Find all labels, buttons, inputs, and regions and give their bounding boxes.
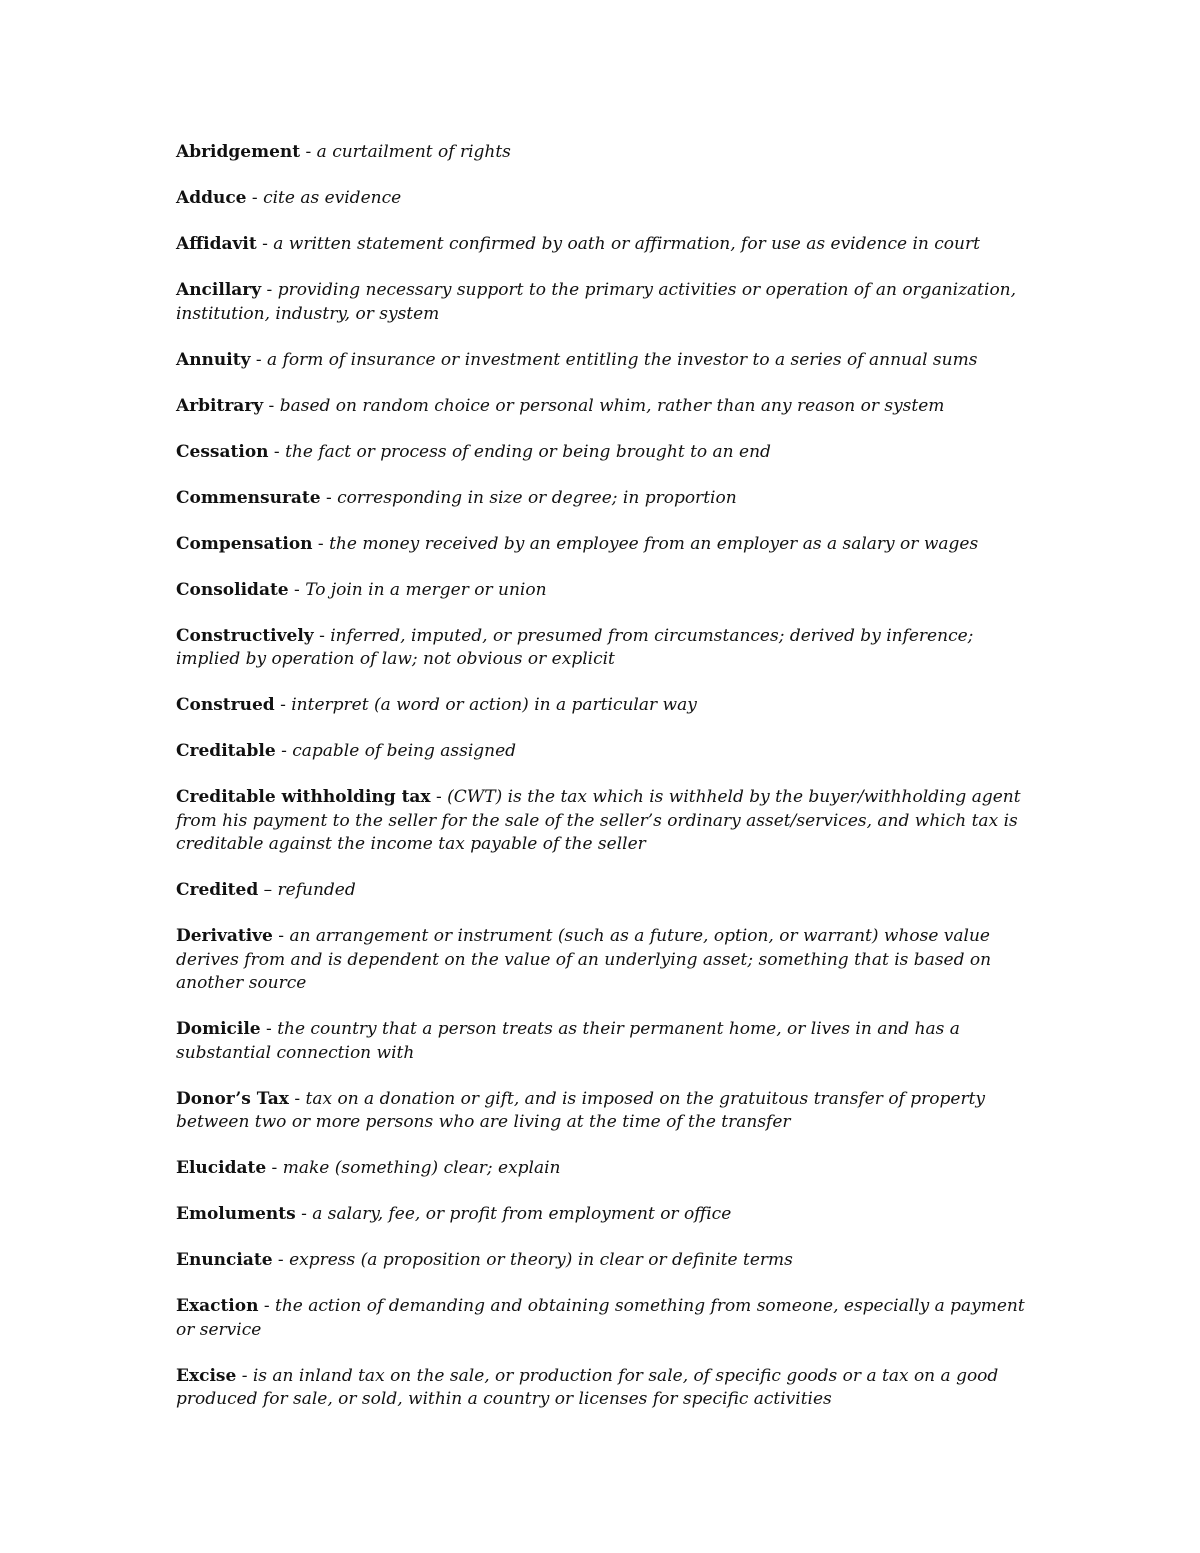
glossary-term: Creditable withholding tax xyxy=(176,787,431,807)
term-separator: - xyxy=(430,787,448,807)
term-separator: - xyxy=(263,395,280,416)
term-separator: - xyxy=(313,625,331,646)
glossary-entry xyxy=(176,1157,1036,1181)
term-separator: - xyxy=(288,579,306,600)
glossary-entry xyxy=(176,579,1036,603)
glossary-definition: the fact or process of ending or being brought to an end xyxy=(285,441,771,462)
glossary-entry xyxy=(176,1249,1036,1273)
term-separator: - xyxy=(300,142,317,162)
glossary-entry xyxy=(176,395,1036,419)
glossary-term: Emoluments xyxy=(176,1204,296,1224)
glossary-term: Domicile xyxy=(176,1019,261,1039)
term-separator: - xyxy=(274,695,292,715)
glossary-definition: tax on a donation or gift, and is imposed on the gratuitous transfer of property between two or more persons who are living at the time of the transfer xyxy=(176,1088,986,1132)
glossary-definition: the country that a person treats as their permanent home, or lives in and has a substantial connection with xyxy=(176,1019,960,1063)
glossary-definition: corresponding in size or degree; in proportion xyxy=(337,487,737,508)
glossary-term: Affidavit xyxy=(176,234,257,254)
term-separator: - xyxy=(320,487,338,508)
glossary-term: Consolidate xyxy=(176,579,289,600)
glossary-definition: capable of being assigned xyxy=(292,741,517,761)
glossary-term: Creditable xyxy=(176,741,276,761)
glossary-definition: inferred, imputed, or presumed from circumstances; derived by inference; implied by operation of law; not obvious or explicit xyxy=(176,625,974,669)
glossary-entry xyxy=(176,441,1036,465)
glossary-definition: providing necessary support to the primary activities or operation of an organization, institution, industry, or system xyxy=(176,280,1017,324)
glossary-term: Donor’s Tax xyxy=(176,1088,289,1109)
term-separator: - xyxy=(275,741,293,761)
term-separator: - xyxy=(266,1158,283,1178)
glossary-entry xyxy=(176,279,1036,326)
glossary-entry xyxy=(176,786,1036,857)
term-separator: – xyxy=(258,880,278,900)
glossary-entry xyxy=(176,740,1036,764)
glossary-definition: an arrangement or instrument (such as a future, option, or warrant) whose value derives from and is dependent on the value of an underlying asset; something that is based on another source xyxy=(176,926,992,993)
term-separator: - xyxy=(272,1250,290,1270)
glossary-definition: a written statement confirmed by oath or affirmation, for use as evidence in court xyxy=(273,234,980,254)
glossary-entry xyxy=(176,625,1036,672)
term-separator: - xyxy=(288,1088,306,1109)
glossary-term: Ancillary xyxy=(176,280,262,300)
glossary-term: Constructively xyxy=(176,625,314,646)
glossary-definition: (CWT) is the tax which is withheld by the buyer/withholding agent from his payment to the seller for the sale of the seller’s ordinary asset/services, and which tax is creditable against the income tax payable of the seller xyxy=(176,787,1021,854)
glossary-definition: refunded xyxy=(277,880,356,900)
glossary-definition: cite as evidence xyxy=(263,188,402,208)
glossary-term: Enunciate xyxy=(176,1250,273,1270)
glossary-definition: interpret (a word or action) in a particular way xyxy=(291,695,697,715)
glossary-entry xyxy=(176,1295,1036,1342)
glossary-term: Abridgement xyxy=(176,142,301,162)
glossary-term: Annuity xyxy=(176,349,251,370)
glossary-term: Compensation xyxy=(176,533,313,554)
glossary-term: Adduce xyxy=(176,188,247,208)
glossary-list xyxy=(176,141,1036,1434)
glossary-definition: a salary, fee, or profit from employment or office xyxy=(312,1204,732,1224)
glossary-definition: a curtailment of rights xyxy=(316,142,511,162)
glossary-entry xyxy=(176,1203,1036,1227)
glossary-term: Exaction xyxy=(176,1296,259,1316)
term-separator: - xyxy=(261,280,278,300)
glossary-term: Commensurate xyxy=(176,487,321,508)
glossary-term: Arbitrary xyxy=(176,395,264,416)
glossary-term: Elucidate xyxy=(176,1158,267,1178)
glossary-entry xyxy=(176,1365,1036,1412)
term-separator: - xyxy=(268,441,286,462)
glossary-definition: a form of insurance or investment entitling the investor to a series of annual sums xyxy=(267,349,978,370)
term-separator: - xyxy=(236,1365,253,1386)
glossary-entry xyxy=(176,349,1036,373)
glossary-term: Derivative xyxy=(176,926,273,946)
glossary-definition: the money received by an employee from an employer as a salary or wages xyxy=(329,533,979,554)
term-separator: - xyxy=(260,1019,278,1039)
term-separator: - xyxy=(272,926,290,946)
glossary-definition: the action of demanding and obtaining something from someone, especially a payment or service xyxy=(176,1296,1025,1340)
glossary-entry xyxy=(176,533,1036,557)
term-separator: - xyxy=(250,349,268,370)
glossary-term: Credited xyxy=(176,880,259,900)
glossary-definition: make (something) clear; explain xyxy=(282,1158,561,1178)
glossary-entry xyxy=(176,925,1036,996)
glossary-definition: express (a proposition or theory) in clear or definite terms xyxy=(289,1250,793,1270)
glossary-entry xyxy=(176,694,1036,718)
glossary-entry xyxy=(176,187,1036,211)
glossary-term: Cessation xyxy=(176,441,269,462)
glossary-definition: To join in a merger or union xyxy=(305,579,547,600)
glossary-entry xyxy=(176,487,1036,511)
term-separator: - xyxy=(258,1296,276,1316)
glossary-entry xyxy=(176,141,1036,165)
glossary-term: Excise xyxy=(176,1365,237,1386)
glossary-entry xyxy=(176,1018,1036,1065)
glossary-entry xyxy=(176,1088,1036,1135)
term-separator: - xyxy=(312,533,330,554)
glossary-term: Construed xyxy=(176,695,275,715)
glossary-definition: is an inland tax on the sale, or production for sale, of specific goods or a tax on a good produced for sale, or sold, within a country or licenses for specific activities xyxy=(176,1365,999,1409)
term-separator: - xyxy=(295,1204,313,1224)
term-separator: - xyxy=(246,188,264,208)
term-separator: - xyxy=(256,234,274,254)
glossary-entry xyxy=(176,233,1036,257)
glossary-definition: based on random choice or personal whim, rather than any reason or system xyxy=(279,395,945,416)
glossary-entry xyxy=(176,879,1036,903)
